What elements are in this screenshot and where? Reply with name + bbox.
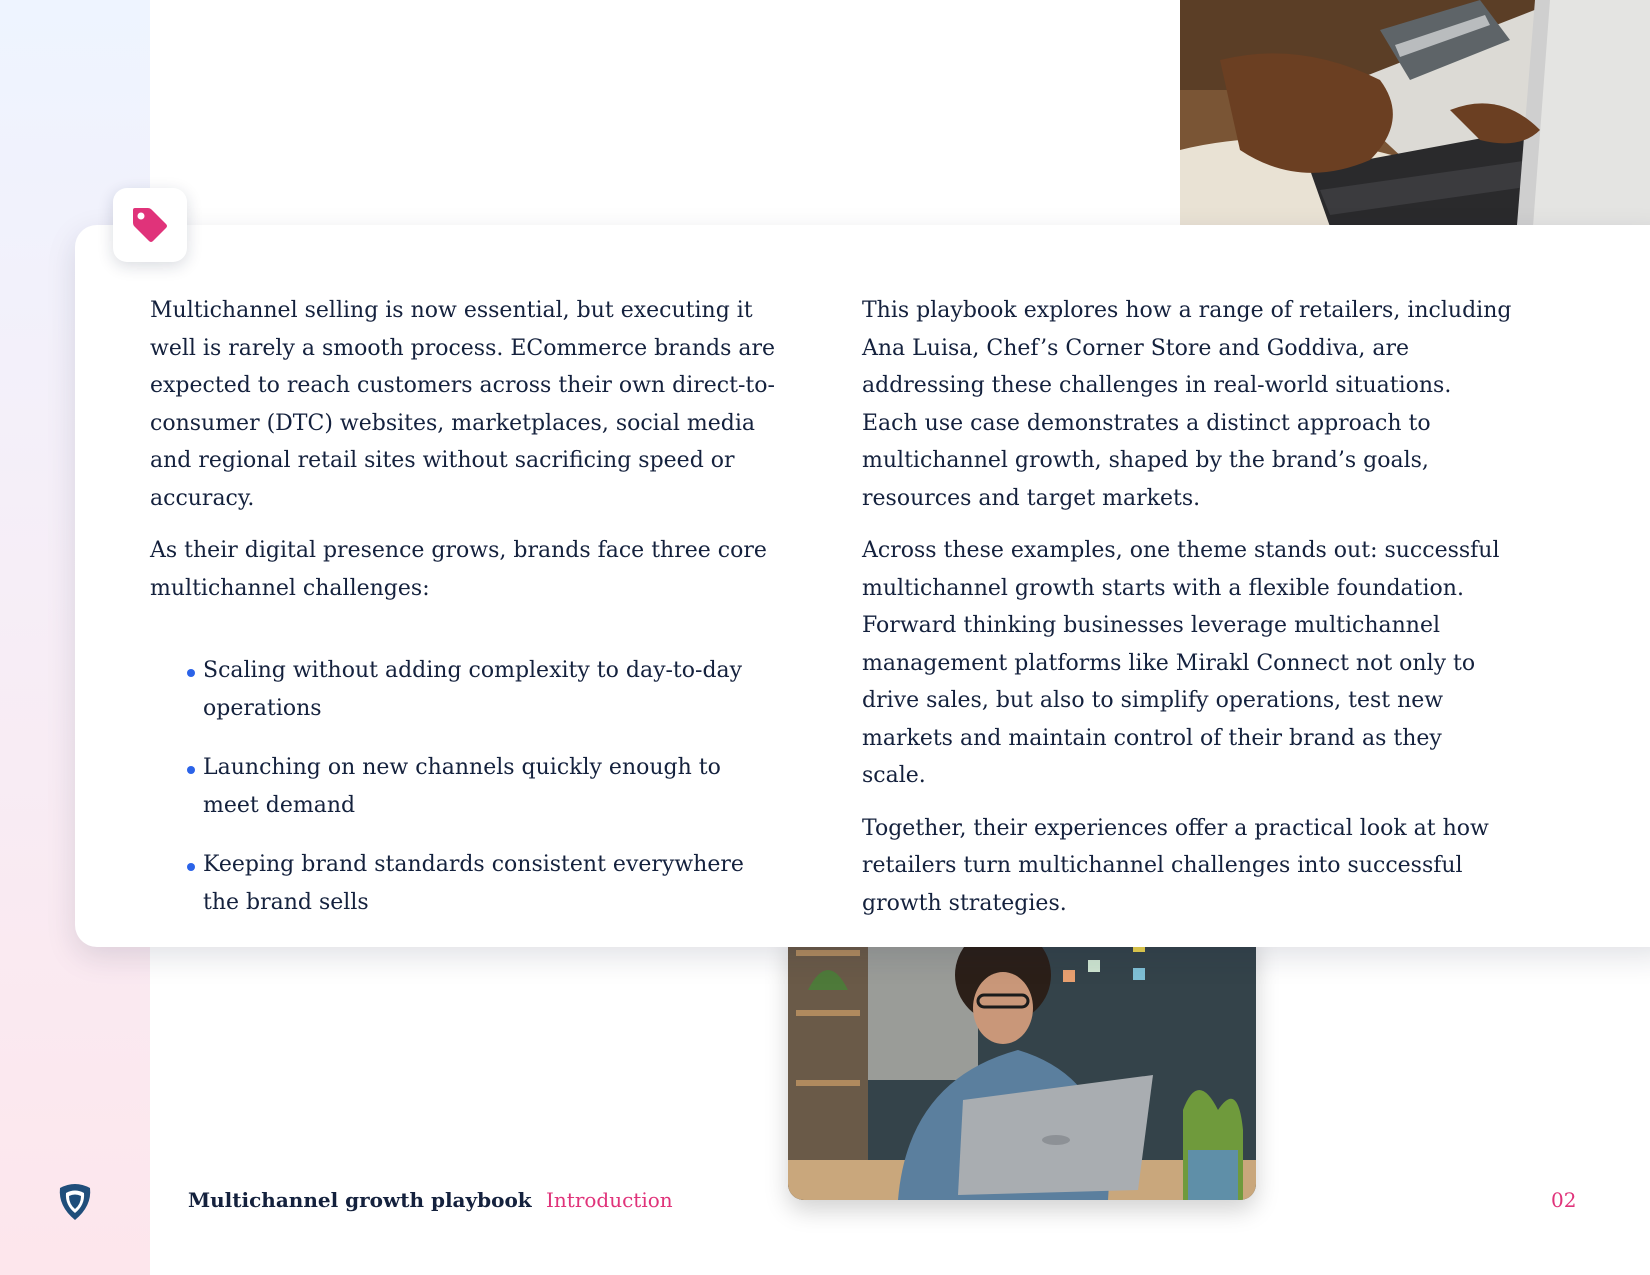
list-item-text: Scaling without adding complexity to day-to-day operations: [203, 658, 743, 721]
bullet-dot-icon: [187, 669, 195, 677]
photo-woman-laptop: [788, 930, 1256, 1200]
bullet-dot-icon: [187, 863, 195, 871]
footer-title: Multichannel growth playbook: [188, 1188, 532, 1212]
list-item: [203, 846, 750, 921]
footer-section-link[interactable]: Introduction: [546, 1188, 673, 1212]
right-column: [862, 292, 1512, 937]
shield-logo-icon: [54, 1180, 96, 1222]
list-item-text: Launching on new channels quickly enough to meet demand: [203, 755, 721, 818]
bullet-dot-icon: [187, 766, 195, 774]
tag-badge: [113, 188, 187, 262]
conclusion-paragraph: Together, their experiences offer a practical look at how retailers turn multichannel challenges into successful growth strategies.: [862, 815, 1489, 916]
page-number: 02: [1551, 1188, 1577, 1212]
theme-paragraph: Across these examples, one theme stands out: successful multichannel growth starts with a flexible foundation. Forward thinking businesses leverage multichannel management platforms like Mirakl Connect not only to drive sales, but also to simplify operations, test new markets and maintain control of their brand as they scale.: [862, 538, 1500, 788]
list-item-text: Keeping brand standards consistent everywhere the brand sells: [203, 852, 744, 915]
list-item: [203, 749, 750, 824]
intro-paragraph: Multichannel selling is now essential, but executing it well is rarely a smooth process. ECommerce brands are expected to reach customers across their own direct-to-consumer (DTC) websites, marketplaces, social media and regional retail sites without sacrificing speed or accuracy.: [150, 298, 776, 511]
photo-credit-card-laptop: [1180, 0, 1650, 263]
list-item: [203, 652, 750, 727]
challenges-list: [150, 652, 750, 921]
challenges-lead-paragraph: As their digital presence grows, brands face three core multichannel challenges:: [150, 538, 767, 601]
playbook-paragraph: This playbook explores how a range of retailers, including Ana Luisa, Chef’s Corner Store and Goddiva, are addressing these challenges in real-world situations. Each use case demonstrates a distinct approach to multichannel growth, shaped by the brand’s goals, resources and target markets.: [862, 298, 1512, 511]
price-tag-icon: [129, 204, 171, 246]
left-column: [150, 292, 800, 943]
